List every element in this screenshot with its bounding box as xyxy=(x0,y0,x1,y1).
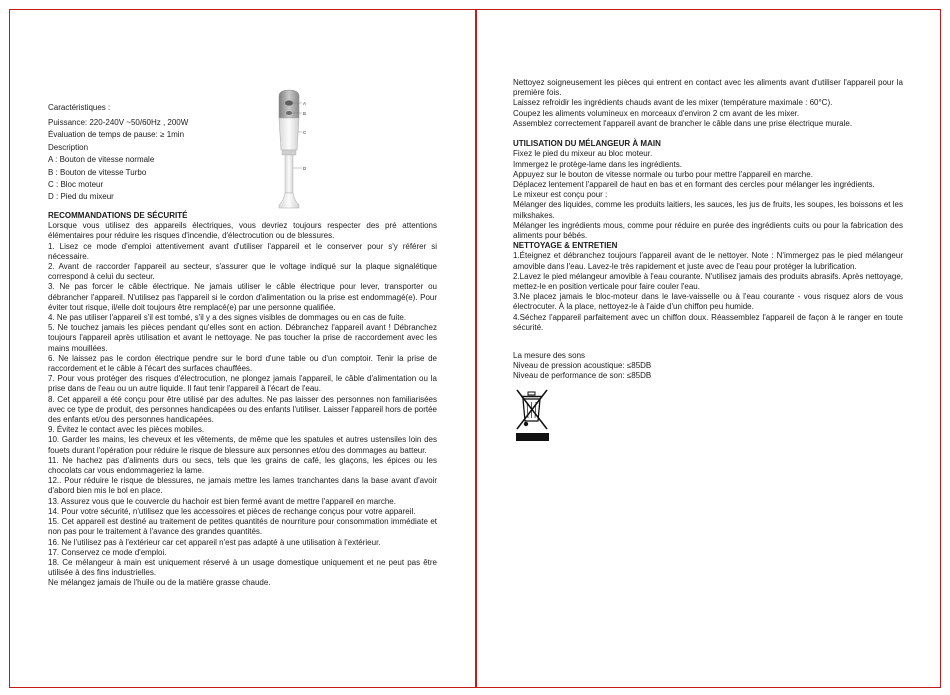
usage-step-1: Fixez le pied du mixeur au bloc moteur. xyxy=(513,149,653,159)
usage-heading: UTILISATION DU MÉLANGEUR À MAIN xyxy=(513,139,661,149)
safety-item-13: 13. Assurez vous que le couvercle du hachoir est bien fermé avant de mettre l'appareil en marche. xyxy=(48,496,396,506)
safety-intro: Lorsque vous utilisez des appareils électriques, vous devriez toujours respecter des pré attentions élémentaires pour réduire les risques d'incendie, d'électrocution ou de blessures. xyxy=(48,221,437,241)
figure-label-d: D xyxy=(303,166,307,171)
hand-blender-illustration xyxy=(268,86,320,214)
cleaning-step-1: 1.Éteignez et débranchez toujours l'appareil avant de le nettoyer. Note : N'immergez pas le pied mélangeur amovible dans l'eau. Lavez-le très rapidement et juste avec de l'eau pour protéger la lubrification. xyxy=(513,251,903,271)
intro-cutting: Coupez les aliments volumineux en morceaux d'environ 2 cm avant de les mixer. xyxy=(513,108,800,118)
sound-pressure: Niveau de pression acoustique: ≤85DB xyxy=(513,361,652,371)
right-page-content xyxy=(513,78,903,444)
spec-pause-rating: Évaluation de temps de pause: ≥ 1min xyxy=(48,130,185,140)
safety-item-7: 7. Pour vous protéger des risques d'électrocution, ne plongez jamais l'appareil, le câble d'alimentation ou la prise dans de l'eau ou un autre liquide. Il faut tenir l'appareil à l'écart de l'eau. xyxy=(48,374,437,394)
crossed-out-wheelie-bin-icon xyxy=(513,386,553,444)
safety-item-17: 17. Conservez ce mode d'emploi. xyxy=(48,547,167,557)
specifications xyxy=(48,102,268,204)
safety-item-15: 15. Cet appareil est destiné au traitement de petites quantités de nourriture pour consommation immédiate et non pas pour le traitement à l'avance des grandes quantités. xyxy=(48,517,437,537)
usage-soft-ingredients: Mélanger les ingrédients mous, comme pour réduire en purée des ingrédients cuits ou pour la fabrication des aliments pour bébés. xyxy=(513,220,903,241)
usage-liquids: Mélanger des liquides, comme les produits laitiers, les sauces, les jus de fruits, les soupes, les boissons et les milkshakes. xyxy=(513,200,903,220)
safety-item-8: 8. Cet appareil a été conçu pour être utilisé par des adultes. Ne pas laisser des personnes non familiarisées avec ce type de produit, des personnes handicapées ou des enfants l'utiliser. Laisser l'appareil hors de portée des enfants et/ou des personnes handicapées. xyxy=(48,394,437,425)
cleaning-heading: NETTOYAGE & ENTRETIEN xyxy=(513,241,618,251)
usage-step-3: Appuyez sur le bouton de vitesse normale ou turbo pour mettre l'appareil en marche. xyxy=(513,169,813,179)
figure-label-b: B xyxy=(303,111,307,116)
safety-item-14: 14. Pour votre sécurité, n'utilisez que les accessoires et pièces de rechange conçus pour votre appareil. xyxy=(48,506,416,516)
spec-power: Puissance: 220-240V ~50/60Hz , 200W xyxy=(48,118,189,127)
figure-label-c: C xyxy=(303,130,307,135)
safety-item-6: 6. Ne laissez pas le cordon électrique pendre sur le bord d'une table ou d'un comptoir. Tenir la prise de raccordement et le câble à l'écart des surfaces chauffées. xyxy=(48,353,437,374)
part-d: D : Pied du mixeur xyxy=(48,192,114,202)
safety-item-4: 4. Ne pas utiliser l'appareil s'il est tombé, s'il y a des signes visibles de dommages ou en cas de fuite. xyxy=(48,313,407,323)
safety-section xyxy=(48,211,437,589)
cleaning-step-3: 3.Ne placez jamais le bloc-moteur dans le lave-vaisselle ou à l'eau courante - vous risquez alors de vous électrocuter. À la place, nettoyez-le à l'aide d'un chiffon peu humide. xyxy=(513,292,903,312)
figure-label-a: A xyxy=(303,101,307,106)
specs-title: Caractéristiques : xyxy=(48,103,111,112)
intro-cleaning: Nettoyez soigneusement les pièces qui entrent en contact avec les aliments avant d'utiliser l'appareil pour la première fois. xyxy=(513,78,903,98)
safety-item-18: 18. Ce mélangeur à main est uniquement réservé à un usage domestique uniquement et ne peut pas être utilisée à des fins industrielles. xyxy=(48,557,437,578)
cleaning-step-4: 4.Séchez l'appareil parfaitement avec un chiffon doux. Réassemblez l'appareil de façon à le ranger en toute sécurité. xyxy=(513,312,903,332)
sound-section xyxy=(513,351,903,382)
part-c: C : Bloc moteur xyxy=(48,180,104,190)
safety-heading: RECOMMANDATIONS DE SÉCURITÉ xyxy=(48,211,188,220)
description-title: Description xyxy=(48,142,89,152)
safety-item-3: 3. Ne pas forcer le câble électrique. Ne jamais utiliser le câble électrique pour lever, transporter ou débrancher l'appareil. N'utilisez pas l'appareil si le cordon d'alimentation ou la prise est endommagé(e). Pour éviter tout risque, il/elle doit toujours être remplacé(e) par une personne qualifiée. xyxy=(48,282,437,312)
safety-final-note: Ne mélangez jamais de l'huile ou de la matière grasse chaude. xyxy=(48,578,271,588)
safety-item-2: 2. Avant de raccorder l'appareil au secteur, s'assurer que le voltage indiqué sur la plaque signalétique correspond à celui du secteur. xyxy=(48,262,437,282)
sound-title: La mesure des sons xyxy=(513,351,586,361)
usage-step-4: Déplacez lentement l'appareil de haut en bas et en formant des cercles pour mélanger les ingrédients. xyxy=(513,180,875,190)
usage-designed-for: Le mixeur est conçu pour : xyxy=(513,190,608,200)
safety-item-16: 16. Ne l'utilisez pas à l'extérieur car cet appareil n'est pas adapté à une utilisation à l'extérieur. xyxy=(48,537,381,547)
safety-item-10: 10. Garder les mains, les cheveux et les vêtements, de même que les spatules et autres ustensiles loin des fouets durant l'opération pour réduire le risque de blessure aux personnes et/ou des dommages au batteur. xyxy=(48,435,437,455)
safety-item-9: 9. Évitez le contact avec les pièces mobiles. xyxy=(48,425,205,435)
safety-item-5: 5. Ne touchez jamais les pièces pendant qu'elles sont en action. Débranchez l'appareil avant ! Débranchez toujours l'appareil après utilisation et avant le nettoyage. Ne pas toucher la prise de raccordement avec les mains mouillées. xyxy=(48,323,437,353)
sound-performance: Niveau de performance de son: ≤85DB xyxy=(513,371,652,381)
intro-assembly: Assemblez correctement l'appareil avant de brancher le câble dans une prise électrique murale. xyxy=(513,118,853,128)
cleaning-step-2: 2.Lavez le pied mélangeur amovible à l'eau courante. N'utilisez jamais des produits abrasifs. Après nettoyage, mettez-le en position verticale pour faire couler l'eau. xyxy=(513,271,903,292)
safety-item-12: 12.. Pour réduire le risque de blessures, ne jamais mettre les lames tranchantes dans la base avant d'avoir d'abord bien mis le bol en place. xyxy=(48,476,437,496)
part-a: A : Bouton de vitesse normale xyxy=(48,155,155,165)
intro-cooling: Laissez refroidir les ingrédients chauds avant de les mixer (température maximale : 60°C). xyxy=(513,98,833,108)
safety-item-1: 1. Lisez ce mode d'emploi attentivement avant d'utiliser l'appareil et le conserver pour s'y référer si nécessaire. xyxy=(48,241,437,261)
part-b: B : Bouton de vitesse Turbo xyxy=(48,167,147,177)
safety-item-11: 11. Ne hachez pas d'aliments durs ou secs, tels que les grains de café, les glaçons, les épices ou les chocolats car vous endommageriez la lame. xyxy=(48,455,437,476)
usage-step-2: Immergez le protège-lame dans les ingrédients. xyxy=(513,159,682,169)
